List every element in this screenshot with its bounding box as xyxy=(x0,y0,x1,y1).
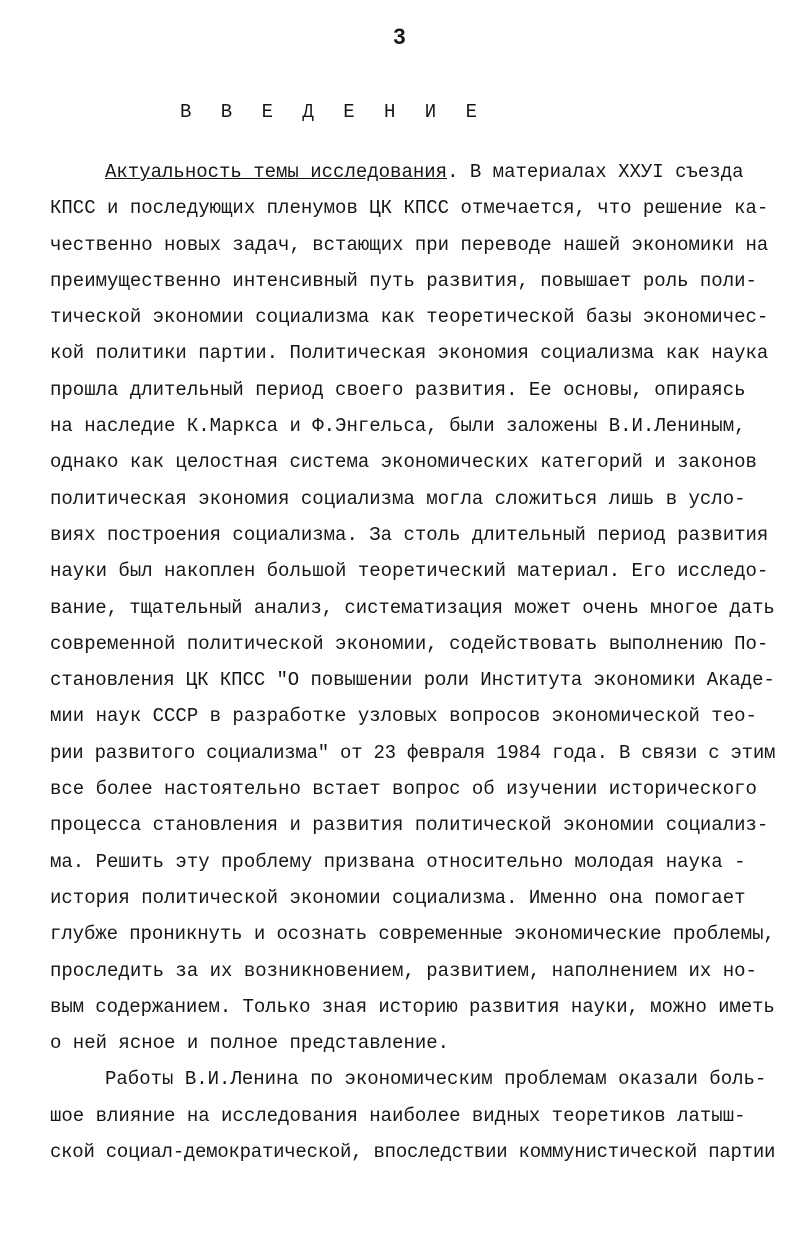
paragraph-line: кой политики партии. Политическая экономия социализма как наука xyxy=(50,342,769,365)
paragraph-line: современной политической экономии, содействовать выполнению По- xyxy=(50,632,769,655)
paragraph-line: науки был накоплен большой теоретический материал. Его исследо- xyxy=(50,560,769,583)
page-number: 3 xyxy=(393,24,406,49)
paragraph-line: вым содержанием. Только зная историю развития науки, можно иметь xyxy=(50,995,775,1018)
paragraph-line: политическая экономия социализма могла сложиться лишь в усло- xyxy=(50,487,746,510)
paragraph-line: процесса становления и развития политической экономии социализ- xyxy=(50,814,769,837)
paragraph-line: история политической экономии социализма. Именно она помогает xyxy=(50,886,746,909)
paragraph-line-text: . В материалах XXУI съезда xyxy=(447,161,744,183)
section-heading: В В Е Д Е Н И Е xyxy=(179,101,487,123)
paragraph-line: рии развитого социализма" от 23 февраля 1984 года. В связи с этим xyxy=(50,741,776,764)
paragraph-line: мии наук СССР в разработке узловых вопросов экономической тео- xyxy=(50,705,757,728)
paragraph-line xyxy=(50,154,775,190)
paragraph-line: преимущественно интенсивный путь развития, повышает роль поли- xyxy=(50,269,757,292)
paragraph-line: проследить за их возникновением, развитием, наполнением их но- xyxy=(50,959,757,982)
paragraph-line: прошла длительный период своего развития. Ее основы, опираясь xyxy=(50,378,746,401)
topic-relevance-lead: Актуальность темы исследования xyxy=(105,161,448,183)
paragraph-line: ма. Решить эту проблему призвана относительно молодая наука - xyxy=(50,850,746,873)
paragraph-line: КПСС и последующих пленумов ЦК КПСС отмечается, что решение ка- xyxy=(50,197,769,220)
paragraph-line: становления ЦК КПСС "О повышении роли Института экономики Акаде- xyxy=(50,669,775,692)
paragraph-line: вание, тщательный анализ, систематизация может очень многое дать xyxy=(50,596,775,619)
paragraph-line: однако как целостная система экономических категорий и законов xyxy=(50,451,757,474)
paragraph-line: о ней ясное и полное представление. xyxy=(50,1032,450,1055)
paragraph-line: чественно новых задач, встающих при переводе нашей экономики на xyxy=(50,233,769,256)
paragraph-line: тической экономии социализма как теоретической базы экономичес- xyxy=(50,306,769,329)
paragraph-line: виях построения социализма. За столь длительный период развития xyxy=(50,523,769,546)
paragraph-line: шое влияние на исследования наиболее видных теоретиков латыш- xyxy=(50,1104,746,1127)
paragraph-line: Работы В.И.Ленина по экономическим проблемам оказали боль- xyxy=(105,1068,767,1091)
paragraph-line: на наследие К.Маркса и Ф.Энгельса, были заложены В.И.Лениным, xyxy=(50,415,746,438)
paragraph-line: глубже проникнуть и осознать современные экономические проблемы, xyxy=(50,923,775,946)
paragraph-line: все более настоятельно встает вопрос об изучении исторического xyxy=(50,778,757,801)
body-text xyxy=(50,154,775,1170)
paragraph-line: ской социал-демократической, впоследствии коммунистической партии xyxy=(50,1141,776,1164)
